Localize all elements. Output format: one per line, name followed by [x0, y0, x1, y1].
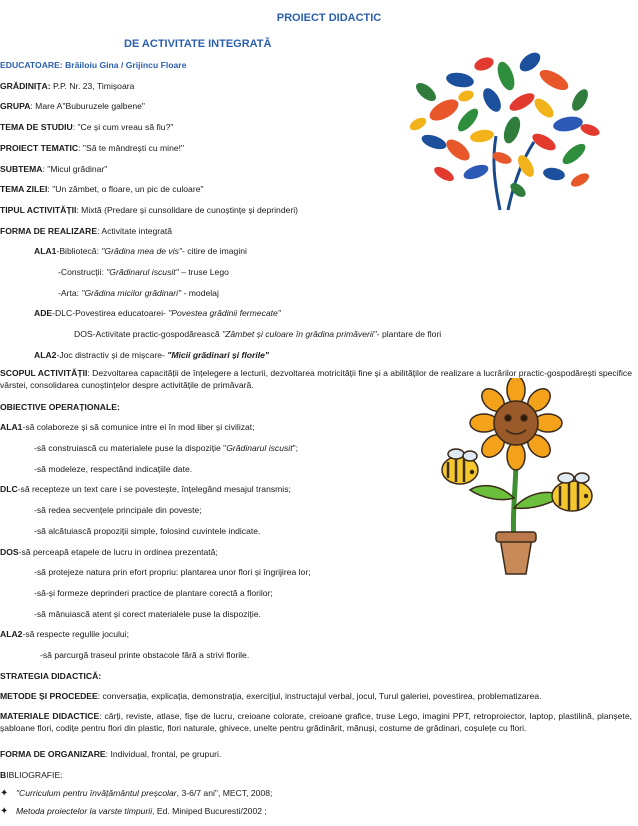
forma-realizare-line: FORMA DE REALIZARE: Activitate integrată — [0, 226, 173, 236]
star-bullet-icon: ✦ — [0, 806, 9, 817]
obiective-ala2-line-2: -să parcurgă traseul printe obstacole fără a strivi florile. — [40, 650, 250, 660]
ala1-line: ALA1-Bibliotecă: "Grădina mea de vis"- citire de imagini — [34, 246, 247, 256]
gradinita-line: GRĂDINIȚA: P.P. Nr. 23, Timișoara — [0, 81, 135, 91]
tema-zilei-line: TEMA ZILEI: "Un zâmbet, o floare, un pic de culoare" — [0, 184, 204, 194]
obiective-dos-line-4: -să mânuiască atent și corect materialele puse la dispoziție. — [34, 609, 261, 619]
bibliography-item: ✦ Metoda proiectelor la varste timpurii, Ed. Miniped Bucuresti/2002 ; — [0, 806, 267, 817]
proiect-tematic-line: PROIECT TEMATIC: "Să te mândrești cu mine!" — [0, 143, 185, 153]
ala2-line: ALA2-Joc distractiv și de mișcare- "Micii grădinari și florile" — [34, 350, 269, 360]
dos-activity-line: DOS-Activitate practic-gospodărească "Zâmbet și culoare în grădina primăverii"- plantare de flori — [74, 329, 442, 339]
forma-organizare-line: FORMA DE ORGANIZARE: Individual, frontal, pe grupuri. — [0, 749, 222, 759]
obiective-dlc-line-2: -să redea secvențele principale din poveste; — [34, 505, 202, 515]
metode-line: METODE ȘI PROCEDEE: conversația, explicația, demonstrația, exercițiul, instructajul verbal, jocul, Turul galeriei, povestirea, problematizarea. — [0, 691, 542, 701]
grupa-line: GRUPA: Mare A"Buburuzele galbene" — [0, 101, 145, 111]
tipul-activitatii-line: TIPUL ACTIVITĂȚII: Mixtă (Predare și cunsolidare de cunoștințe și deprinderi) — [0, 205, 299, 215]
page-title: PROIECT DIDACTIC — [276, 12, 382, 24]
leaf-art-icon — [404, 50, 604, 218]
obiective-dos-line: DOS-să perceapă etapele de lucru in ordinea prezentată; — [0, 547, 218, 557]
obiective-ala1-line-3: -să modeleze, respectând indicațiile date. — [34, 464, 193, 474]
obiective-ala2-line: ALA2-să respecte regulile jocului; — [0, 629, 129, 639]
ade-line: ADE-DLC-Povestirea educatoarei- "Povestea grădinii fermecate" — [34, 308, 281, 318]
obiective-dlc-line: DLC-să recepteze un text care i se povestește, înțelegând mesajul transmis; — [0, 484, 291, 494]
subtema-line: SUBTEMA: "Micul grădinar" — [0, 164, 108, 174]
obiective-ala1-line: ALA1-să colaboreze și să comunice intre ei în mod liber și civilizat; — [0, 422, 255, 432]
arta-line: -Arta: "Grădina micilor grădinari" - modelaj — [58, 288, 219, 298]
obiective-ala1-line-2: -să construiască cu materialele puse la dispoziție "Grădinarul iscusit"; — [34, 443, 299, 453]
sunflower-bees-icon — [420, 378, 616, 580]
obiective-heading: OBIECTIVE OPERAȚIONALE: — [0, 402, 120, 412]
tema-studiu-line: TEMA DE STUDIU: "Ce și cum vreau să fiu?" — [0, 122, 174, 132]
obiective-dos-line-2: -să protejeze natura prin efort propriu: plantarea unor flori și îngrijirea lor; — [34, 567, 311, 577]
obiective-dlc-line-3: -să alcătuiască propoziții simple, folosind cuvintele indicate. — [34, 526, 261, 536]
star-bullet-icon: ✦ — [0, 788, 9, 799]
scop-paragraph: SCOPUL ACTIVITĂȚII: Dezvoltarea capacității de înțelegere a lecturii, dezvoltarea motricității fine și a abilităților de realizare a lucrărilor practic-gospodărești specifice vârstei, consolidarea cunoștințelor despre activitățile de primăvară. — [0, 368, 633, 390]
obiective-dos-line-3: -să-și formeze deprinderi practice de plantare corectă a florilor; — [34, 588, 273, 598]
page-subtitle: DE ACTIVITATE INTEGRATĂ — [124, 38, 272, 50]
educators-line: EDUCATOARE: Brăiloiu Gina / Grijincu Floare — [0, 60, 187, 70]
bibliografie-heading: BIBLIOGRAFIE: — [0, 770, 63, 780]
strategia-heading: STRATEGIA DIDACTICĂ: — [0, 671, 102, 681]
bibliography-item: ✦ "Curriculum pentru învățământul preșcolar, 3-6/7 ani", MECT, 2008; — [0, 788, 273, 799]
materiale-paragraph: MATERIALE DIDACTICE: cărți, reviste, atlase, fișe de lucru, creioane colorate, creioane grafice, truse Lego, imagini PPT, retroproiector, laptop, plastilină, planșete, șabloane flori, codițe pentru flori din plastic, flori naturale, ghivece, unelte pentru grădinărit, mănuși, costume de grădinari, coșulețe cu flori. — [0, 711, 632, 733]
constructii-line: -Construcții: "Grădinarul iscusit" – truse Lego — [58, 267, 229, 277]
